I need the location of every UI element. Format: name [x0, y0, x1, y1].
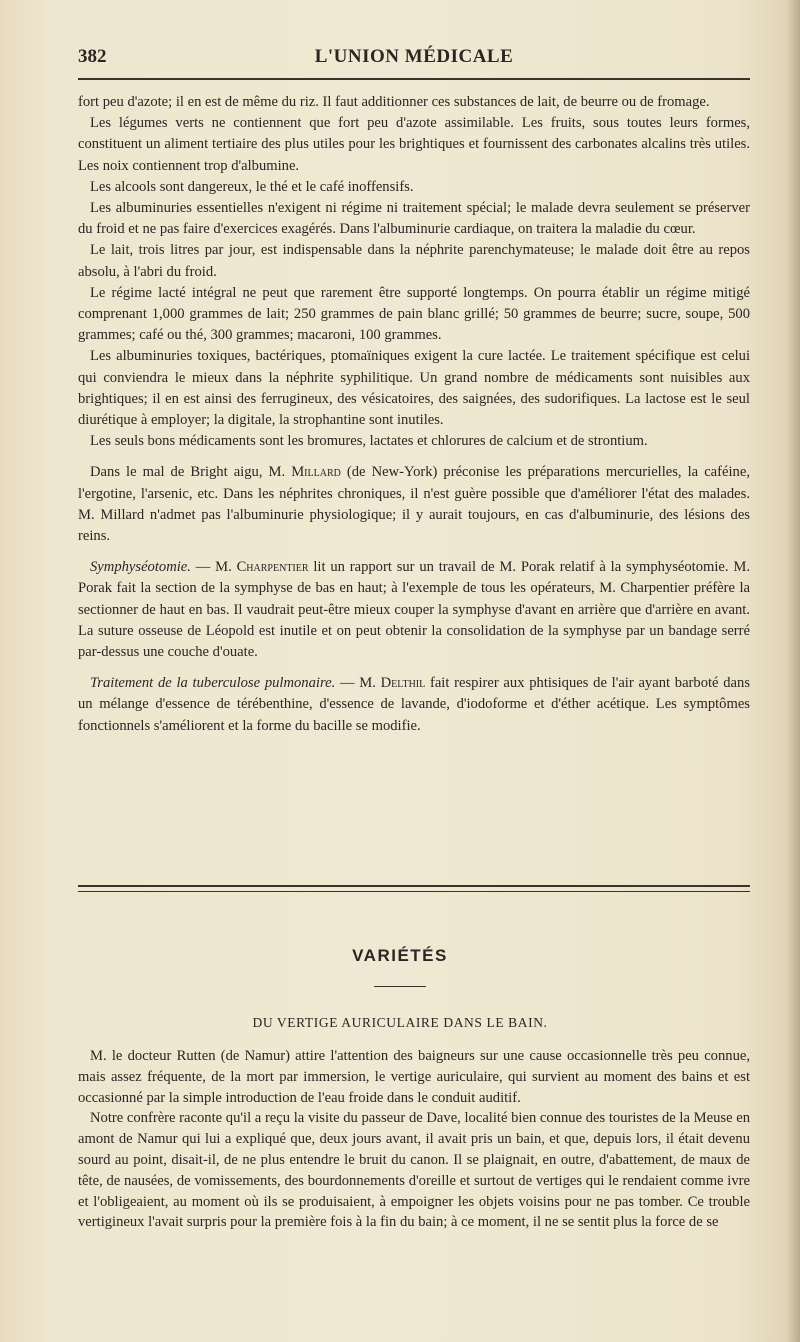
paragraph: Les alcools sont dangereux, le thé et le café inoffensifs. — [90, 178, 414, 195]
author-name: Millard — [291, 464, 341, 481]
paragraph-text: fait respirer aux phtisiques de l'air ayant barboté dans un mélange d'essence de térébenthine, d'essence de lavande, d'iodoforme et d'éther acétique. Les symptômes fonctionnels s'améliorent et la forme du bacille se modifie. — [78, 675, 751, 734]
paragraph-tuberculose — [78, 673, 750, 737]
paragraph: Notre confrère raconte qu'il a reçu la visite du passeur de Dave, localité bien connue des touristes de la Meuse en amont de Namur qui lui a expliqué que, deux jours avant, il avait pris un bain, et que, depuis lors, il était devenu sourd au point, disait-il, de ne plus entendre le bruit du canon. Il se plaignait, en outre, d'abattement, de maux de tête, de nausées, de vomissements, des bourdonnements d'oreille et surtout de vertiges qui le rendaient comme ivre et l'obligeaient, au moment où ils se produisaient, à empoigner les objets voisins pour ne pas tomber. Ce trouble vertigineux l'avait surpris pour la première fois à la fin du bain; à ce moment, il ne se sentit plus la force de se — [78, 1110, 750, 1231]
paragraph-heading: Traitement de la tuberculose pulmonaire. — [90, 675, 336, 692]
title-underline — [374, 986, 426, 987]
running-title: L'UNION MÉDICALE — [314, 46, 514, 67]
author-name: Charpentier — [236, 559, 309, 576]
paragraph: Les albuminuries toxiques, bactériques, ptomaïniques exigent la cure lactée. Le traitement spécifique est celui qui conviendra le mieux dans la néphrite syphilitique. Un grand nombre de médicaments sont nuisibles aux brightiques; il en est ainsi des ferrugineux, des vésicatoires, des saignées, des sudorifiques. La lactose est le seul diurétique à employer; la digitale, la strophantine sont inutiles. — [78, 348, 750, 429]
paragraph: Le régime lacté intégral ne peut que rarement être supporté longtemps. On pourra établir un régime mitigé comprenant 1,000 grammes de lait; 250 grammes de pain blanc grillé; 50 grammes de beurre; sucre, soupe, 500 grammes; café ou thé, 300 grammes; macaroni, 100 grammes. — [78, 284, 750, 344]
article-title: DU VERTIGE AURICULAIRE DANS LE BAIN. — [252, 1015, 548, 1030]
page-edge-shadow — [786, 0, 800, 1342]
running-header — [78, 44, 750, 76]
page-number: 382 — [78, 46, 107, 67]
paragraph-symphyseotomie — [78, 557, 750, 663]
paragraph: M. le docteur Rutten (de Namur) attire l'attention des baigneurs sur une cause occasionnelle très peu connue, mais assez fréquente, de la mort par immersion, le vertige auriculaire, qui survient au moment des bains et est occasionné par la simple introduction de l'eau froide dans le conduit auditif. — [78, 1048, 750, 1106]
paragraph: Les seuls bons médicaments sont les bromures, lactates et chlorures de calcium et de strontium. — [90, 433, 648, 450]
header-rule — [78, 78, 750, 80]
paragraph-heading: Symphyséotomie. — [90, 559, 191, 576]
article-text — [78, 1046, 750, 1233]
body-text — [78, 92, 750, 737]
paragraph: fort peu d'azote; il en est de même du riz. Il faut additionner ces substances de lait, de beurre ou de fromage. — [78, 94, 710, 110]
section-divider — [78, 885, 750, 892]
paragraph-text: — M. — [335, 675, 376, 692]
paragraph-text: lit un rapport sur un travail de M. Porak relatif à la symphyséotomie. M. Porak fait la section de la symphyse de bas en haut; à l'exemple de tous les opérateurs, M. Charpentier préfère la sectionner de haut en bas. Il vaudrait peut-être mieux couper la symphyse d'avant en arrière que d'arrière en avant. La suture osseuse de Léopold est inutile et on peut obtenir la consolidation de la symphyse par un bandage serré par-dessus une couche d'ouate. — [78, 559, 750, 661]
paragraph-text: — M. — [190, 559, 232, 576]
paragraph: Les légumes verts ne contiennent que fort peu d'azote assimilable. Les fruits, sous toutes leurs formes, constituent un aliment tertiaire des plus utiles pour les brightiques et fournissent des carbonates alcalins très utiles. Les noix contiennent trop d'albumine. — [78, 115, 750, 174]
paragraph: Les albuminuries essentielles n'exigent ni régime ni traitement spécial; le malade devra seulement se préserver du froid et ne pas faire d'exercices exagérés. Dans l'albuminurie cardiaque, on traitera la maladie du cœur. — [78, 200, 750, 238]
section-title: VARIÉTÉS — [352, 946, 448, 965]
author-name: Delthil — [380, 675, 426, 692]
paragraph-text: (de New-York) préconise les préparations mercurielles, la caféine, l'ergotine, l'arsenic, etc. Dans les néphrites chroniques, il n'est guère possible que d'améliorer l'état des malades. M. Millard n'admet pas l'albuminurie physiologique; il y aurait toujours, en cas d'albuminurie, des lésions des reins. — [78, 464, 750, 545]
paragraph-millard — [78, 462, 750, 547]
paragraph-text: Dans le mal de Bright aigu, M. — [90, 464, 286, 481]
paragraph: Le lait, trois litres par jour, est indispensable dans la néphrite parenchymateuse; le malade doit être au repos absolu, à l'abri du froid. — [78, 242, 750, 280]
